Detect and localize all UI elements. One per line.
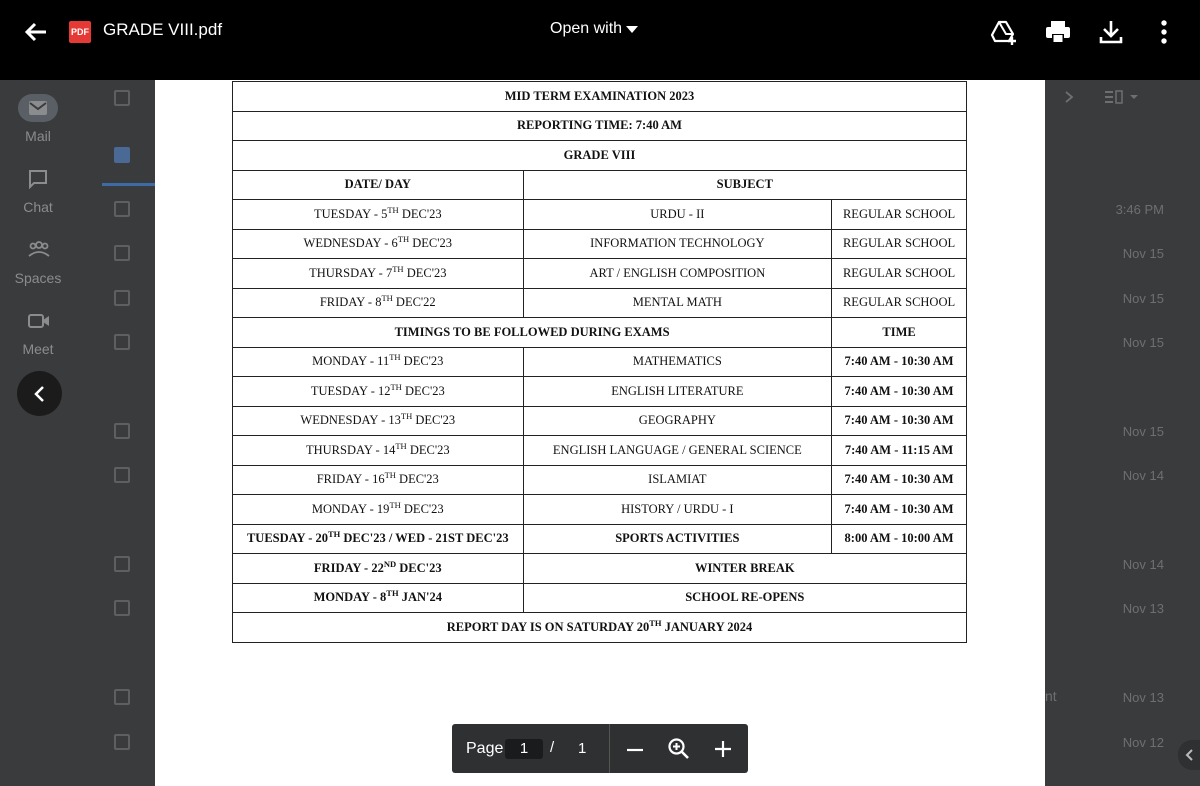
table-row: [233, 583, 967, 613]
exam-date: FRIDAY - 8TH DEC'22: [233, 288, 524, 318]
row-checkbox[interactable]: [114, 734, 130, 750]
table-row: [233, 288, 967, 318]
row-checkbox[interactable]: [114, 467, 130, 483]
exam-time: 7:40 AM - 11:15 AM: [832, 436, 967, 466]
exam-subject: ISLAMIAT: [523, 465, 832, 495]
exam-date: THURSDAY - 7TH DEC'23: [233, 259, 524, 289]
table-row: [233, 436, 967, 466]
table-header-row: [233, 170, 967, 200]
column-header-date: DATE/ DAY: [233, 170, 524, 200]
exam-date: MONDAY - 19TH DEC'23: [233, 495, 524, 525]
table-row: [233, 347, 967, 377]
exam-subject: ENGLISH LITERATURE: [523, 377, 832, 407]
table-row: [233, 465, 967, 495]
row-checkbox[interactable]: [114, 245, 130, 261]
email-date: Nov 15: [1122, 246, 1164, 261]
spaces-icon: [18, 236, 58, 264]
rail-label-chat: Chat: [23, 199, 53, 215]
toolbar-divider: [609, 724, 610, 773]
exam-time: 8:00 AM - 10:00 AM: [832, 524, 967, 554]
chevron-down-icon[interactable]: [626, 26, 638, 34]
table-row: [233, 200, 967, 230]
table-row: [233, 613, 967, 643]
exam-time: 7:40 AM - 10:30 AM: [832, 465, 967, 495]
email-date: 3:46 PM: [1115, 202, 1164, 217]
email-date: Nov 13: [1122, 690, 1164, 705]
exam-date: WEDNESDAY - 6TH DEC'23: [233, 229, 524, 259]
exam-subject: URDU - II: [523, 200, 832, 230]
exam-date: TUESDAY - 20TH DEC'23 / WED - 21ST DEC'23: [233, 524, 524, 554]
exam-subject: INFORMATION TECHNOLOGY: [523, 229, 832, 259]
exam-note: REGULAR SCHOOL: [832, 200, 967, 230]
row-checkbox[interactable]: [114, 201, 130, 217]
pdf-viewer-toolbar: [0, 0, 1200, 80]
exam-note: REGULAR SCHOOL: [832, 288, 967, 318]
table-row: [233, 377, 967, 407]
exam-subject: HISTORY / URDU - I: [523, 495, 832, 525]
exam-date: TUESDAY - 5TH DEC'23: [233, 200, 524, 230]
category-tab-primary[interactable]: [114, 147, 130, 163]
column-header-time: TIME: [832, 318, 967, 348]
exam-title: MID TERM EXAMINATION 2023: [233, 82, 967, 112]
exam-time: 7:40 AM - 10:30 AM: [832, 406, 967, 436]
row-checkbox[interactable]: [114, 423, 130, 439]
email-date: Nov 15: [1122, 291, 1164, 306]
report-day: REPORT DAY IS ON SATURDAY 20TH JANUARY 2024: [233, 613, 967, 643]
table-row: [233, 259, 967, 289]
chevron-left-icon: [1178, 740, 1200, 770]
row-checkbox[interactable]: [114, 689, 130, 705]
row-checkbox[interactable]: [114, 290, 130, 306]
rail-item-spaces[interactable]: [0, 236, 76, 286]
rail-item-chat[interactable]: [0, 165, 76, 215]
table-row: [233, 111, 967, 141]
page-label: Page: [466, 740, 504, 757]
exam-date: MONDAY - 8TH JAN'24: [233, 583, 524, 613]
email-date: Nov 12: [1122, 735, 1164, 750]
pdf-page: [155, 80, 1045, 786]
exam-subject: GEOGRAPHY: [523, 406, 832, 436]
density-toggle-icon[interactable]: [1104, 90, 1140, 104]
exam-subject: ENGLISH LANGUAGE / GENERAL SCIENCE: [523, 436, 832, 466]
pdf-file-icon: PDF: [69, 21, 91, 43]
exam-subject: SPORTS ACTIVITIES: [523, 524, 832, 554]
table-row: [233, 141, 967, 171]
row-checkbox[interactable]: [114, 556, 130, 572]
chevron-left-icon: [30, 384, 50, 404]
exam-subject: MATHEMATICS: [523, 347, 832, 377]
timings-header: TIMINGS TO BE FOLLOWED DURING EXAMS: [233, 318, 832, 348]
email-date: Nov 13: [1122, 601, 1164, 616]
exam-note: REGULAR SCHOOL: [832, 229, 967, 259]
exam-date: FRIDAY - 22ND DEC'23: [233, 554, 524, 584]
event-label: WINTER BREAK: [523, 554, 966, 584]
table-row: [233, 406, 967, 436]
side-panel-toggle[interactable]: [1178, 740, 1200, 770]
rail-label-mail: Mail: [25, 128, 51, 144]
email-snippet-fragment: nt: [1045, 688, 1057, 704]
exam-schedule-table: [232, 81, 967, 643]
active-tab-indicator: [102, 183, 156, 186]
exam-time: 7:40 AM - 10:30 AM: [832, 495, 967, 525]
column-header-subject: SUBJECT: [523, 170, 966, 200]
file-name: GRADE VIII.pdf: [103, 20, 223, 39]
exam-note: REGULAR SCHOOL: [832, 259, 967, 289]
reporting-time: REPORTING TIME: 7:40 AM: [233, 111, 967, 141]
table-row: [233, 495, 967, 525]
page-navigation-toolbar: [452, 724, 748, 773]
exam-date: THURSDAY - 14TH DEC'23: [233, 436, 524, 466]
event-label: SCHOOL RE-OPENS: [523, 583, 966, 613]
exam-date: FRIDAY - 16TH DEC'23: [233, 465, 524, 495]
app-rail: [0, 80, 76, 786]
more-vert-icon[interactable]: [1150, 18, 1178, 46]
table-row: [233, 82, 967, 112]
email-date: Nov 15: [1122, 424, 1164, 439]
exam-subject: ART / ENGLISH COMPOSITION: [523, 259, 832, 289]
table-row: [233, 554, 967, 584]
download-icon[interactable]: [1097, 18, 1125, 46]
zoom-out-icon[interactable]: [622, 736, 648, 762]
exam-time: 7:40 AM - 10:30 AM: [832, 347, 967, 377]
exam-date: TUESDAY - 12TH DEC'23: [233, 377, 524, 407]
exam-date: MONDAY - 11TH DEC'23: [233, 347, 524, 377]
chat-icon: [18, 165, 58, 193]
grade-label: GRADE VIII: [233, 141, 967, 171]
print-icon[interactable]: [1044, 18, 1072, 46]
row-checkbox[interactable]: [114, 600, 130, 616]
exam-time: 7:40 AM - 10:30 AM: [832, 377, 967, 407]
exam-date: WEDNESDAY - 13TH DEC'23: [233, 406, 524, 436]
email-date: Nov 14: [1122, 557, 1164, 572]
chevron-right-icon[interactable]: [1062, 90, 1076, 104]
mail-icon: [18, 94, 58, 122]
zoom-fit-icon[interactable]: [666, 736, 692, 762]
zoom-in-icon[interactable]: [710, 736, 736, 762]
row-checkbox[interactable]: [114, 334, 130, 350]
table-header-row: [233, 318, 967, 348]
meet-icon: [18, 307, 58, 335]
add-to-drive-icon[interactable]: [990, 18, 1018, 46]
page-separator: /: [550, 739, 555, 756]
table-row: [233, 524, 967, 554]
rail-item-mail[interactable]: [0, 94, 76, 144]
email-date: Nov 15: [1122, 335, 1164, 350]
rail-item-meet[interactable]: [0, 307, 76, 357]
page-total: 1: [578, 740, 587, 757]
rail-label-spaces: Spaces: [14, 270, 62, 286]
collapse-sidebar-button[interactable]: [17, 371, 62, 416]
select-all-checkbox[interactable]: [114, 90, 130, 106]
exam-subject: MENTAL MATH: [523, 288, 832, 318]
open-with-button[interactable]: Open with: [550, 20, 623, 37]
back-arrow-icon[interactable]: [20, 16, 52, 48]
table-row: [233, 229, 967, 259]
rail-label-meet: Meet: [22, 341, 54, 357]
email-date: Nov 14: [1122, 468, 1164, 483]
page-number-input[interactable]: 1: [505, 739, 543, 759]
